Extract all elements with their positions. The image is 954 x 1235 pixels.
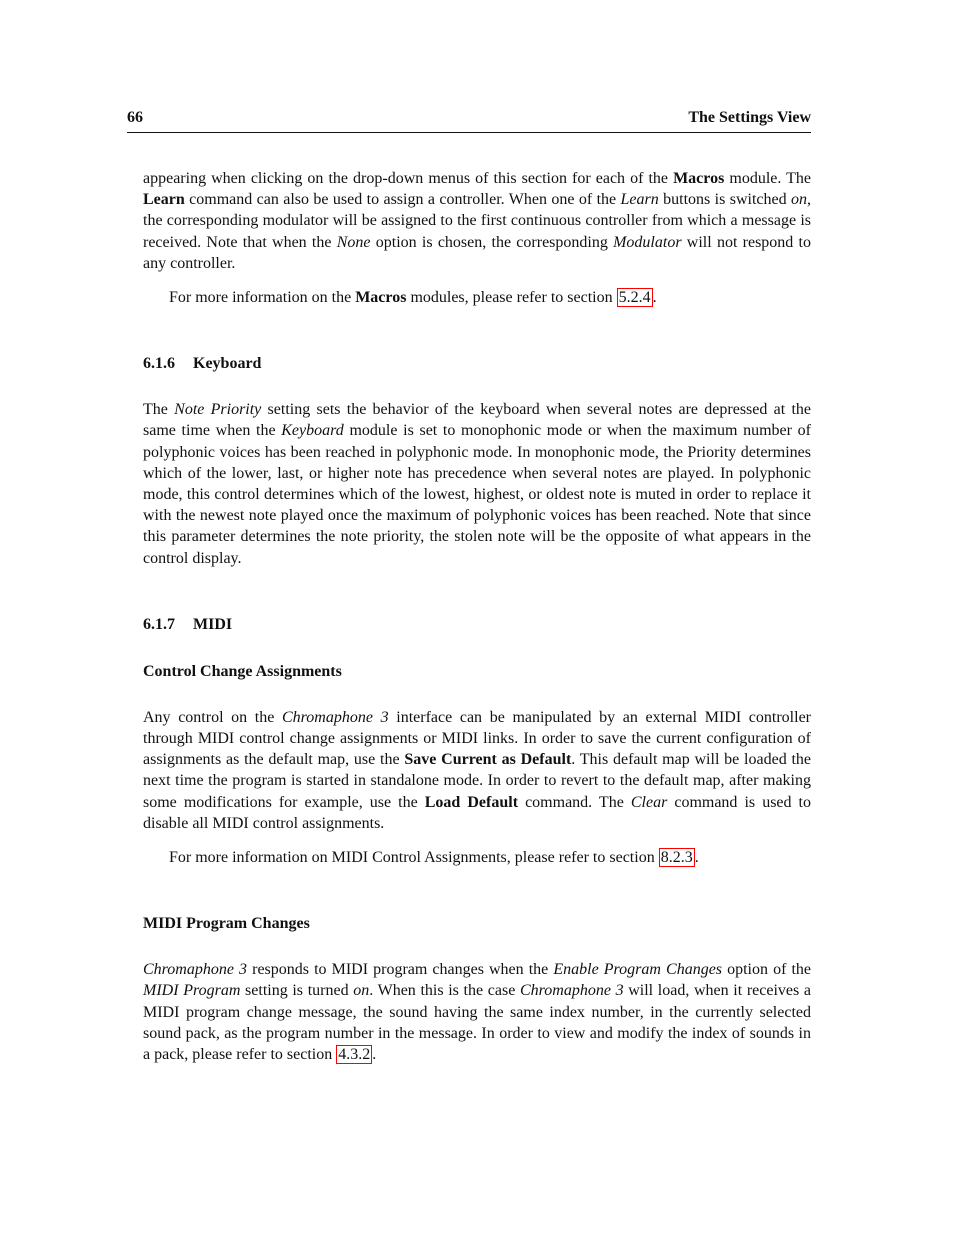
section-heading-midi: 6.1.7 MIDI [143,615,233,633]
paragraph-macros-learn: appearing when clicking on the drop-down menus of this section for each of the Macros module. The Learn command can also be used to assign a controller. When one of the Learn buttons is switched on, the corresponding modulator will be assigned to the first continuous controller from which a message is received. Note that when the None option is chosen, the corresponding Modulator will not respond to any controller. [143,170,812,272]
section-link-4-3-2[interactable]: 4.3.2 [338,1046,371,1064]
paragraph-program-changes: Chromaphone 3 responds to MIDI program changes when the Enable Program Changes option of the MIDI Program setting is turned on. When this is the case Chromaphone 3 will load, when it receives a MIDI program change message, the sound having the same index number, in the currently selected sound pack, as the program number in the message. In order to view and modify the index of sounds in a pack, please refer to section 4.3.2 . [143,961,812,1064]
subsection-heading-program-changes: MIDI Program Changes [143,915,310,933]
paragraph-note-priority: The Note Priority setting sets the behavior of the keyboard when several notes are depressed at the same time when the Keyboard module is set to monophonic mode or when the maximum number of polyphonic voices has been reached in polyphonic mode. In monophonic mode, the Priority determines which of the lower, last, or higher note has precedence when several notes are played. In polyphonic mode, this control determines which of the lowest, highest, or oldest note is muted in order to replace it with the newest note played once the maximum of polyphonic voices has been reached. Note that since this parameter determines the note priority, the stolen note will be the opposite of what appears in the control display. [143,401,811,567]
subsection-heading-control-change: Control Change Assignments [143,662,342,680]
paragraph-midi-reference: For more information on MIDI Control Assignments, please refer to section 8.2.3 . [169,849,699,867]
section-heading-keyboard: 6.1.6 Keyboard [143,355,262,373]
running-title: The Settings View [688,109,811,126]
paragraph-control-change: Any control on the Chromaphone 3 interface can be manipulated by an external MIDI controller through MIDI control change assignments or MIDI links. In order to save the current configuration of assignments as the default map, use the Save Current as Default. This default map will be loaded the next time the program is started in standalone mode. In order to revert to the default map, after making some modifications for example, use the Load Default command. The Clear command is used to disable all MIDI control assignments. [143,708,812,832]
body-text [143,168,811,1065]
page-number: 66 [127,109,143,126]
section-link-5-2-4[interactable]: 5.2.4 [618,289,651,307]
paragraph-macros-reference: For more information on the Macros modules, please refer to section 5.2.4 . [169,289,657,307]
page-header [127,108,811,133]
section-link-8-2-3[interactable]: 8.2.3 [660,849,693,867]
